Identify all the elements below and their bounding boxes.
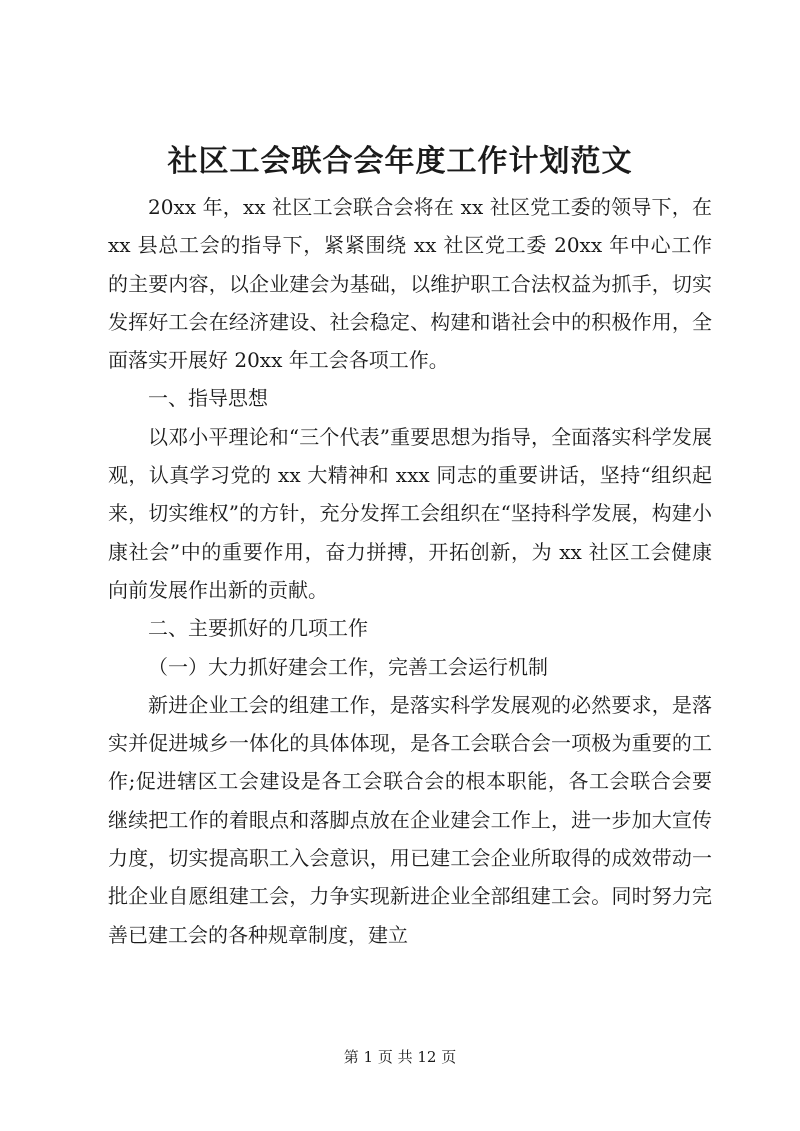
document-title: 社区工会联合会年度工作计划范文 (167, 144, 633, 179)
page-number-footer: 第 1 页 共 12 页 (343, 1048, 457, 1066)
heading-main-tasks: 二、主要抓好的几项工作 (148, 616, 368, 641)
paragraph-union-building: 新进企业工会的组建工作，是落实科学发展观的必然要求，是落实并促进城乡一体化的具体体现，是各工会联合会一项极为重要的工作;促进辖区工会建设是各工会联合会的根本职能，各工会联合会要继续把工作的着眼点和落脚点放在企业建会工作上，进一步加大宣传力度，切实提高职工入会意识，用已建工会企业所取得的成效带动一批企业自愿组建工会，力争实现新进企业全部组建工会。同时努力完善已建工会的各种规章制度，建立 (108, 692, 712, 947)
document-body (108, 188, 712, 954)
heading-guiding-ideology: 一、指导思想 (148, 386, 268, 411)
subheading-union-building: （一）大力抓好建会工作，完善工会运行机制 (148, 654, 548, 679)
paragraph-intro: 20xx 年，xx 社区工会联合会将在 xx 社区党工委的领导下，在 xx 县总工会的指导下，紧紧围绕 xx 社区党工委 20xx 年中心工作的主要内容，以企业建会为基础，以维护职工合法权益为抓手，切实发挥好工会在经济建设、社会稳定、构建和谐社会中的积极作用，全面落实开展好 20xx 年工会各项工作。 (108, 195, 712, 373)
paragraph-guiding-ideology: 以邓小平理论和“三个代表”重要思想为指导，全面落实科学发展观，认真学习党的 xx 大精神和 xxx 同志的重要讲话，坚持“组织起来，切实维权”的方针，充分发挥工会组织在“坚持科学发展，构建小康社会”中的重要作用，奋力拼搏，开拓创新，为 xx 社区工会健康向前发展作出新的贡献。 (108, 424, 712, 602)
